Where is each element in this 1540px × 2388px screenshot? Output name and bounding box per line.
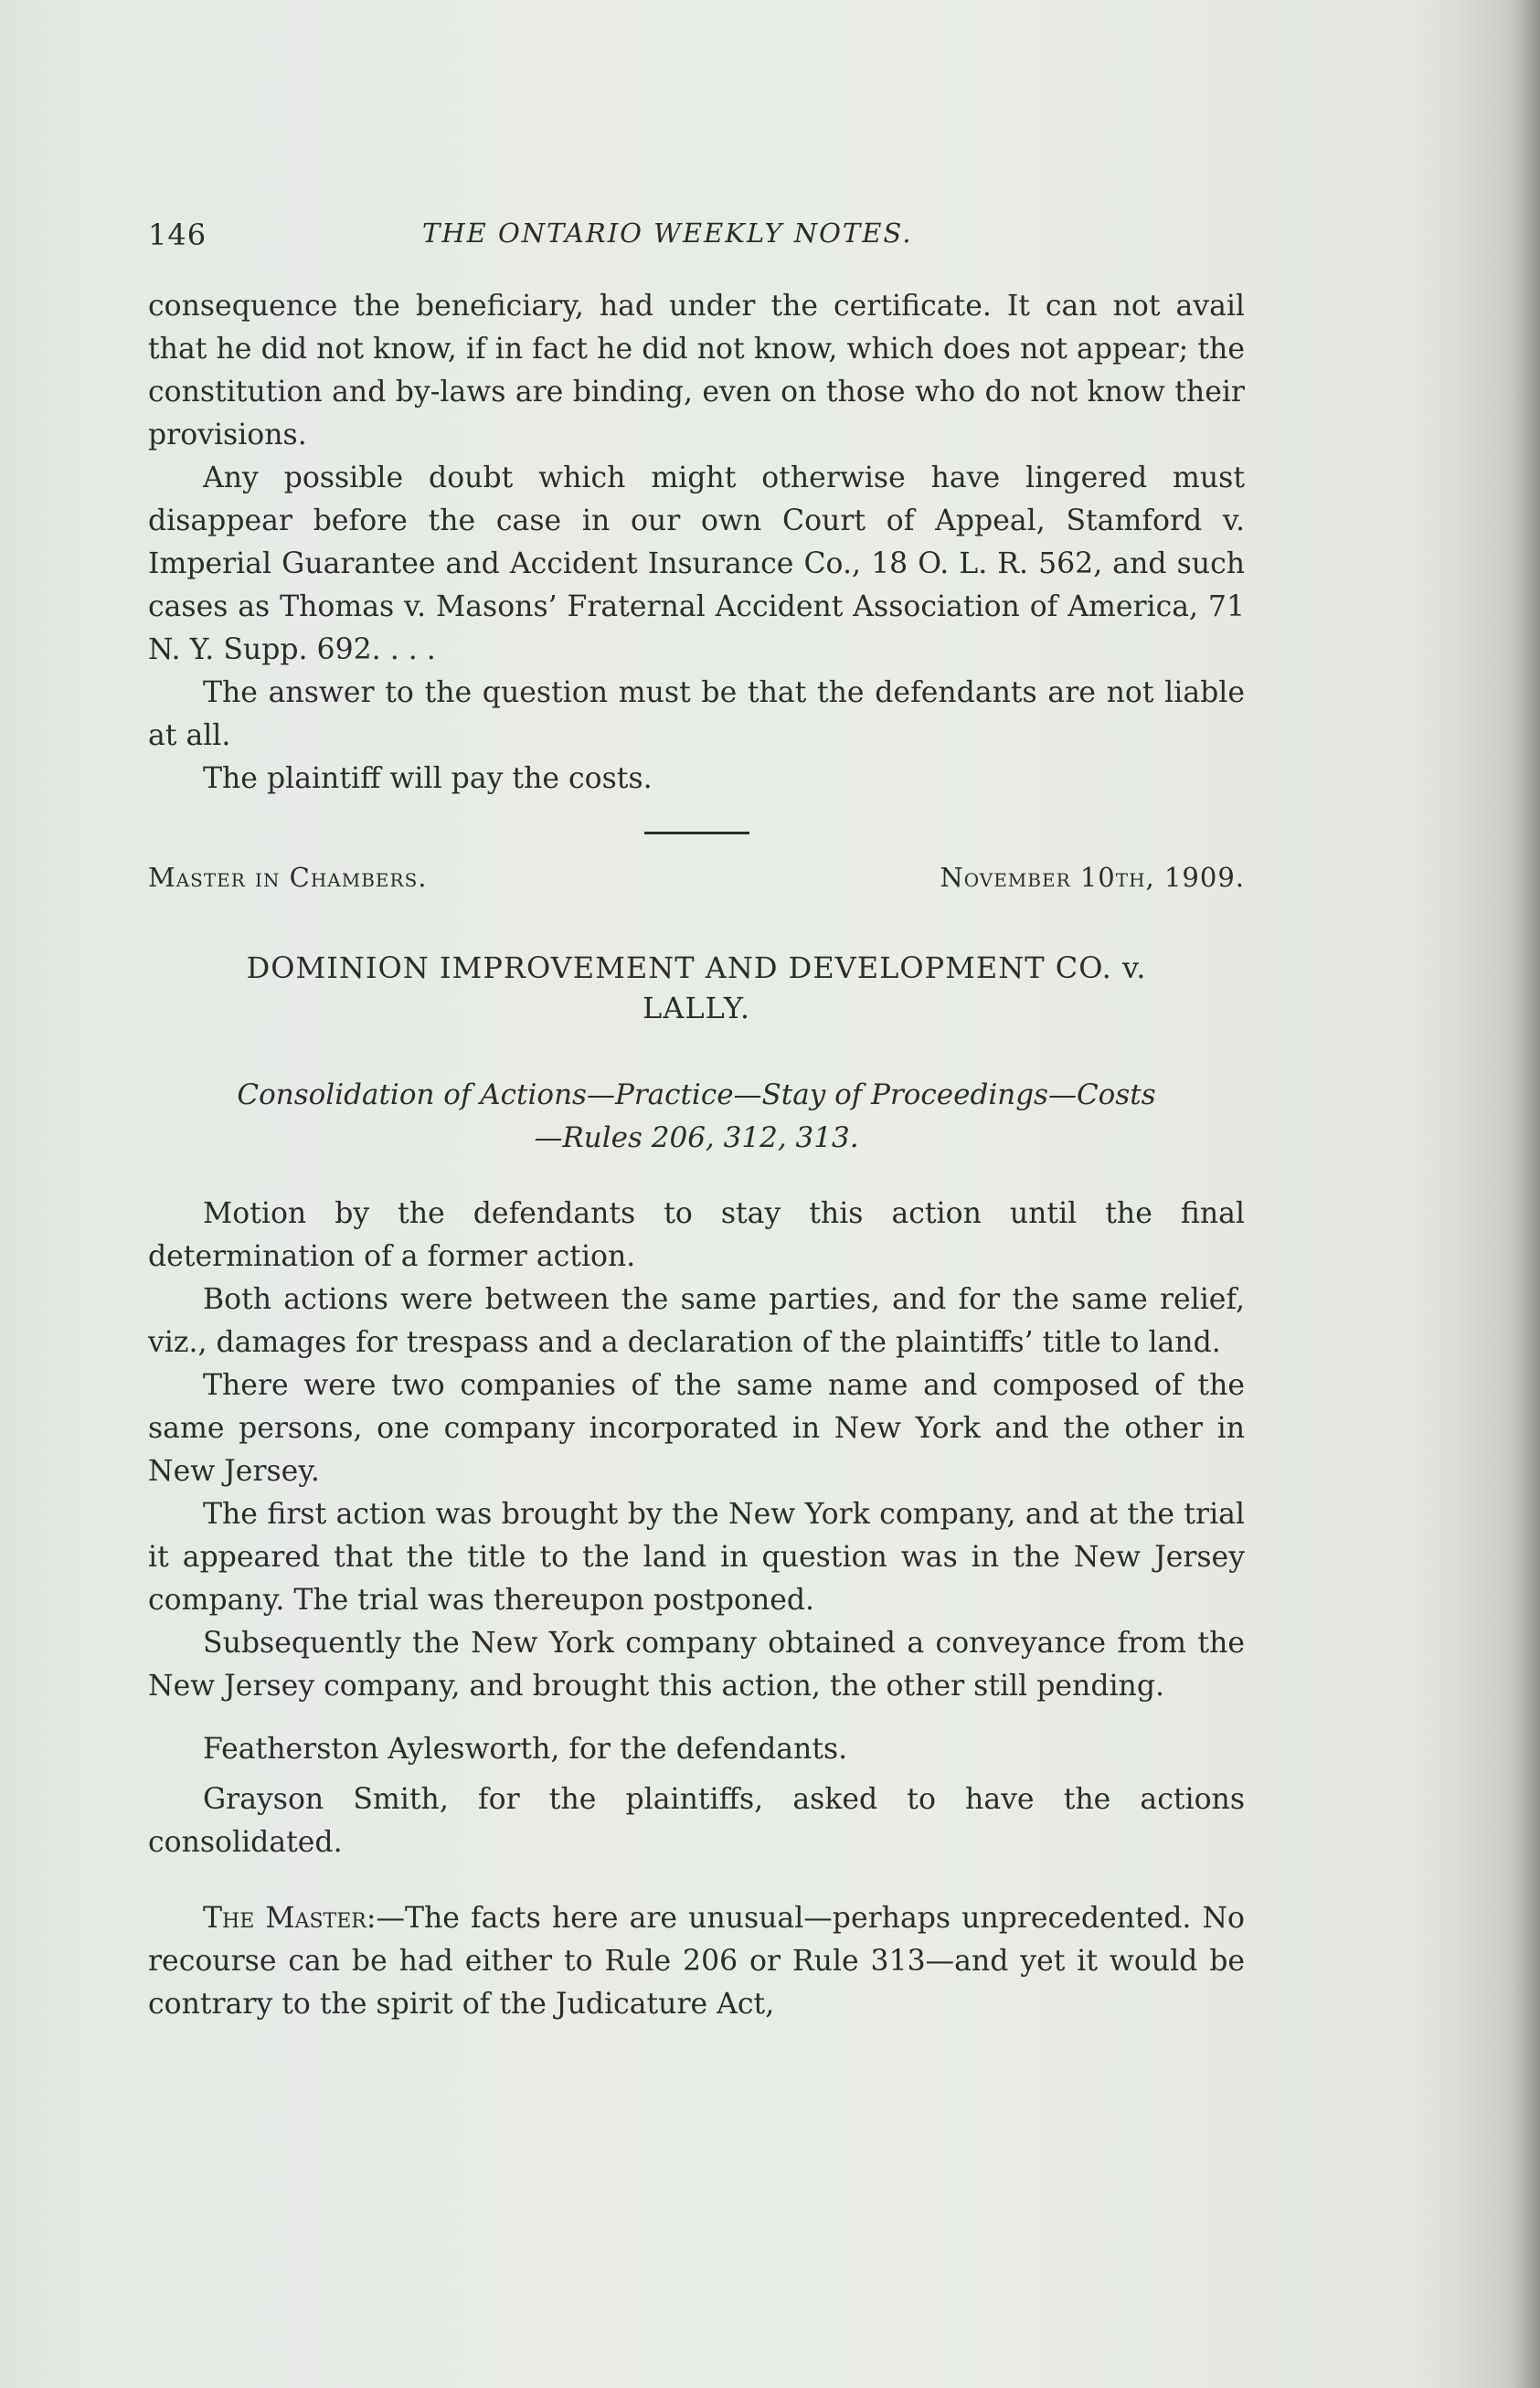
case-paragraph: There were two companies of the same name and composed of the same persons, one company incorporated in New York and the other in New Jersey. [148,1369,1245,1488]
case-paragraph: Subsequently the New York company obtained a conveyance from the New Jersey company, and brought this action, the other still pending. [148,1627,1245,1703]
decision-date: November 10th, 1909. [940,862,1245,893]
counsel-defendants: Featherston Aylesworth, for the defendants. [203,1733,848,1766]
headnote-line: Consolidation of Actions—Practice—Stay of Proceedings—Costs [237,1078,1156,1111]
running-head [148,210,1245,265]
journal-title: THE ONTARIO WEEKLY NOTES. [422,218,913,249]
judgment-text: :—The facts here are unusual—perhaps unprecedented. No recourse can be had either to Rule 206 or Rule 313—and yet it would be contrary to the spirit of the Judicature Act, [148,1902,1245,2021]
section-divider [644,832,749,834]
case-title-line: LALLY. [643,991,750,1025]
court-date-line [148,862,1245,913]
case-paragraph: Motion by the defendants to stay this action until the final determination of a former action. [148,1197,1245,1273]
continuation-paragraph: The answer to the question must be that the defendants are not liable at all. [148,676,1245,752]
continuation-paragraph: Any possible doubt which might otherwise have lingered must disappear before the case in our own Court of Appeal, Stamford v. Imperial Guarantee and Accident Insurance Co., 18 O. L. R. 562, and such cases as Thomas v. Masons’ Fraternal Accident Association of America, 71 N. Y. Supp. 692. . . . [148,462,1245,666]
court-name: Master in Chambers. [148,862,428,893]
counsel-plaintiffs: Grayson Smith, for the plaintiffs, asked to have the actions consolidated. [148,1783,1245,1859]
case-title-line: DOMINION IMPROVEMENT AND DEVELOPMENT CO. v. [246,950,1147,985]
case-title [148,948,1245,1028]
judgment-paragraph [148,1897,1245,2026]
case-paragraph: The first action was brought by the New York company, and at the trial it appeared that the title to the land in question was in the New Jersey company. The trial was thereupon postponed. [148,1498,1245,1617]
continuation-paragraph: consequence the beneficiary, had under the certificate. It can not avail that he did not know, if in fact he did not know, which does not appear; the constitution and by-laws are binding, even on those who do not know their provisions. [148,290,1245,451]
case-paragraph: Both actions were between the same parties, and for the same relief, viz., damages for trespass and a declaration of the plaintiffs’ title to land. [148,1283,1245,1359]
page-content [148,210,1245,2026]
page-number: 146 [148,218,207,252]
page-edge-shadow [1509,0,1540,2388]
continuation-paragraph: The plaintiff will pay the costs. [203,762,653,795]
headnote [148,1074,1245,1160]
judgment-speaker: The Master [203,1902,366,1935]
headnote-line: —Rules 206, 312, 313. [534,1121,859,1154]
